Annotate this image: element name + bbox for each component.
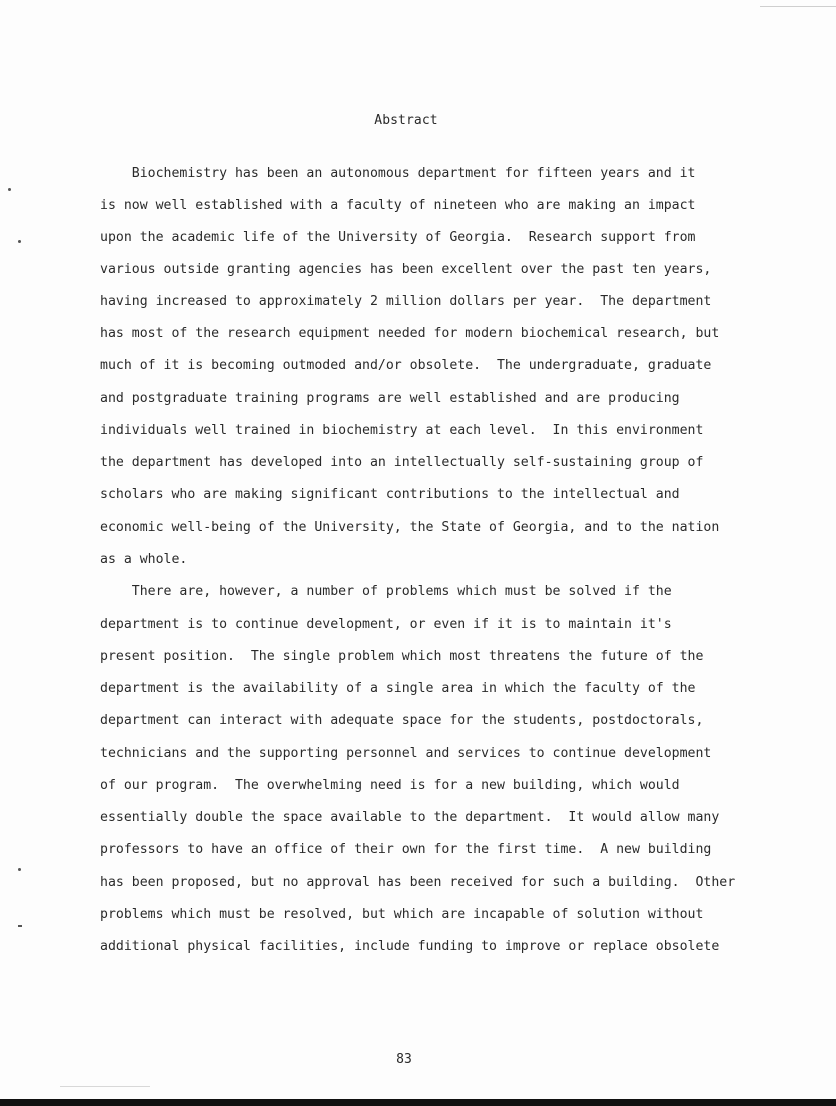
body-line: various outside granting agencies has been excellent over the past ten years, [100, 262, 712, 277]
top-edge-mark [760, 6, 836, 7]
page-number: 83 [396, 1052, 412, 1067]
body-line: department can interact with adequate space for the students, postdoctorals, [100, 713, 704, 728]
body-line: and postgraduate training programs are well established and are producing [100, 391, 680, 406]
body-line: has most of the research equipment needed for modern biochemical research, but [100, 326, 720, 341]
scan-speck [8, 188, 11, 191]
body-line: individuals well trained in biochemistry at each level. In this environment [100, 423, 704, 438]
body-line: as a whole. [100, 552, 188, 567]
body-line: essentially double the space available to the department. It would allow many [100, 810, 720, 825]
abstract-heading: Abstract [374, 113, 438, 128]
body-line: Biochemistry has been an autonomous department for fifteen years and it [100, 166, 696, 181]
body-line: economic well-being of the University, the State of Georgia, and to the nation [100, 520, 720, 535]
body-line: technicians and the supporting personnel and services to continue development [100, 746, 712, 761]
body-line: problems which must be resolved, but which are incapable of solution without [100, 907, 704, 922]
scan-speck [18, 868, 21, 871]
body-line: professors to have an office of their own for the first time. A new building [100, 842, 712, 857]
scan-speck [18, 925, 22, 927]
body-line: is now well established with a faculty of nineteen who are making an impact [100, 198, 696, 213]
body-line: department is the availability of a single area in which the faculty of the [100, 681, 696, 696]
body-line: additional physical facilities, include funding to improve or replace obsolete [100, 939, 720, 954]
bottom-edge-mark [60, 1086, 150, 1087]
body-line: department is to continue development, or even if it is to maintain it's [100, 617, 672, 632]
body-line: of our program. The overwhelming need is for a new building, which would [100, 778, 680, 793]
body-line: There are, however, a number of problems which must be solved if the [100, 584, 672, 599]
body-line: having increased to approximately 2 million dollars per year. The department [100, 294, 712, 309]
scan-bottom-border [0, 1099, 836, 1106]
body-line: much of it is becoming outmoded and/or obsolete. The undergraduate, graduate [100, 358, 712, 373]
body-line: present position. The single problem which most threatens the future of the [100, 649, 704, 664]
body-line: scholars who are making significant contributions to the intellectual and [100, 487, 680, 502]
body-line: has been proposed, but no approval has been received for such a building. Other [100, 875, 736, 890]
body-line: upon the academic life of the University of Georgia. Research support from [100, 230, 696, 245]
body-line: the department has developed into an intellectually self-sustaining group of [100, 455, 704, 470]
scan-speck [18, 240, 21, 243]
